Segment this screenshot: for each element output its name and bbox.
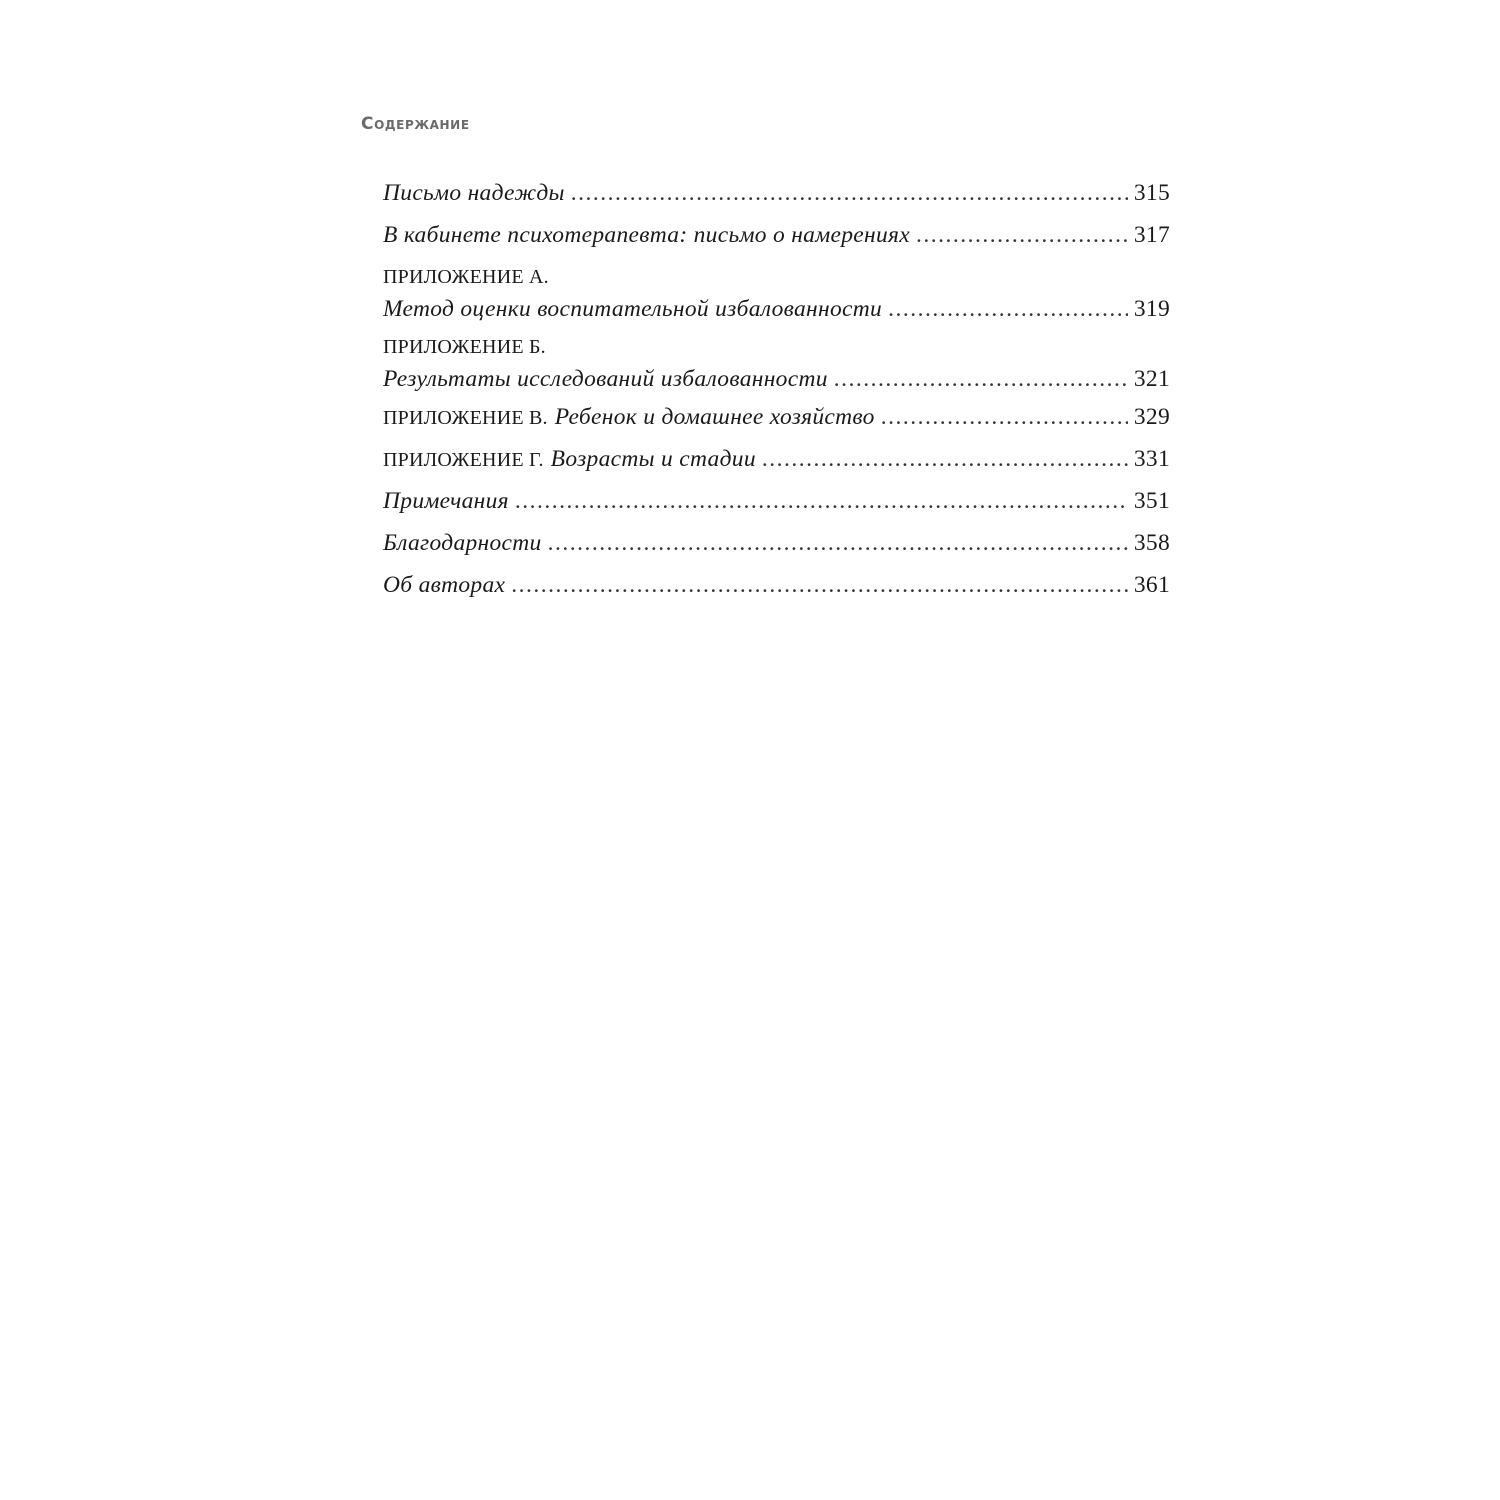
toc-entry	[383, 336, 1170, 396]
dot-leader	[881, 404, 1128, 431]
toc-entry-page: 331	[1133, 446, 1170, 472]
toc-entry-title: Письмо надежды	[383, 180, 565, 206]
toc-entry-title: Об авторах	[383, 572, 506, 598]
toc-entry	[383, 222, 1170, 252]
dot-leader	[916, 222, 1128, 249]
dot-leader	[571, 180, 1128, 207]
toc-entry-page: 358	[1133, 530, 1170, 556]
toc-entry-page: 321	[1133, 366, 1170, 392]
toc-entry-appendix-label: ПРИЛОЖЕНИЕ Б.	[383, 336, 546, 358]
toc-entry-title: Метод оценки воспитательной избалованности	[383, 296, 883, 322]
toc-entry-title: Результаты исследований избалованности	[383, 366, 828, 392]
dot-leader	[834, 366, 1128, 393]
toc-entry-page: 315	[1133, 180, 1170, 206]
toc-entry-title: В кабинете психотерапевта: письмо о намерениях	[383, 222, 910, 248]
toc-entry-appendix-label: ПРИЛОЖЕНИЕ В.	[383, 407, 548, 429]
running-head: Содержание	[361, 114, 470, 134]
toc-entry-appendix-label: ПРИЛОЖЕНИЕ Г.	[383, 449, 544, 471]
toc-entry-title: Примечания	[383, 488, 509, 514]
toc-entry-page: 319	[1133, 296, 1170, 322]
dot-leader	[762, 446, 1128, 473]
toc-entry	[383, 488, 1170, 518]
toc-entry-title: Благодарности	[383, 530, 542, 556]
toc-entry-page: 329	[1133, 404, 1170, 430]
toc-entry-appendix-label: ПРИЛОЖЕНИЕ А.	[383, 266, 549, 288]
dot-leader	[548, 530, 1128, 557]
toc-entry	[383, 446, 1170, 476]
toc-entry-page: 361	[1133, 572, 1170, 598]
toc-entry	[383, 266, 1170, 326]
toc-entry-title: Ребенок и домашнее хозяйство	[554, 404, 875, 430]
toc-entry	[383, 530, 1170, 560]
toc-entry	[383, 180, 1170, 210]
toc-entry-title: Возрасты и стадии	[550, 446, 756, 472]
dot-leader	[888, 296, 1128, 323]
toc-entry-page: 351	[1133, 488, 1170, 514]
dot-leader	[515, 488, 1128, 515]
toc-entry	[383, 404, 1170, 434]
toc-entry-page: 317	[1133, 222, 1170, 248]
dot-leader	[511, 572, 1128, 599]
toc-entry	[383, 572, 1170, 602]
